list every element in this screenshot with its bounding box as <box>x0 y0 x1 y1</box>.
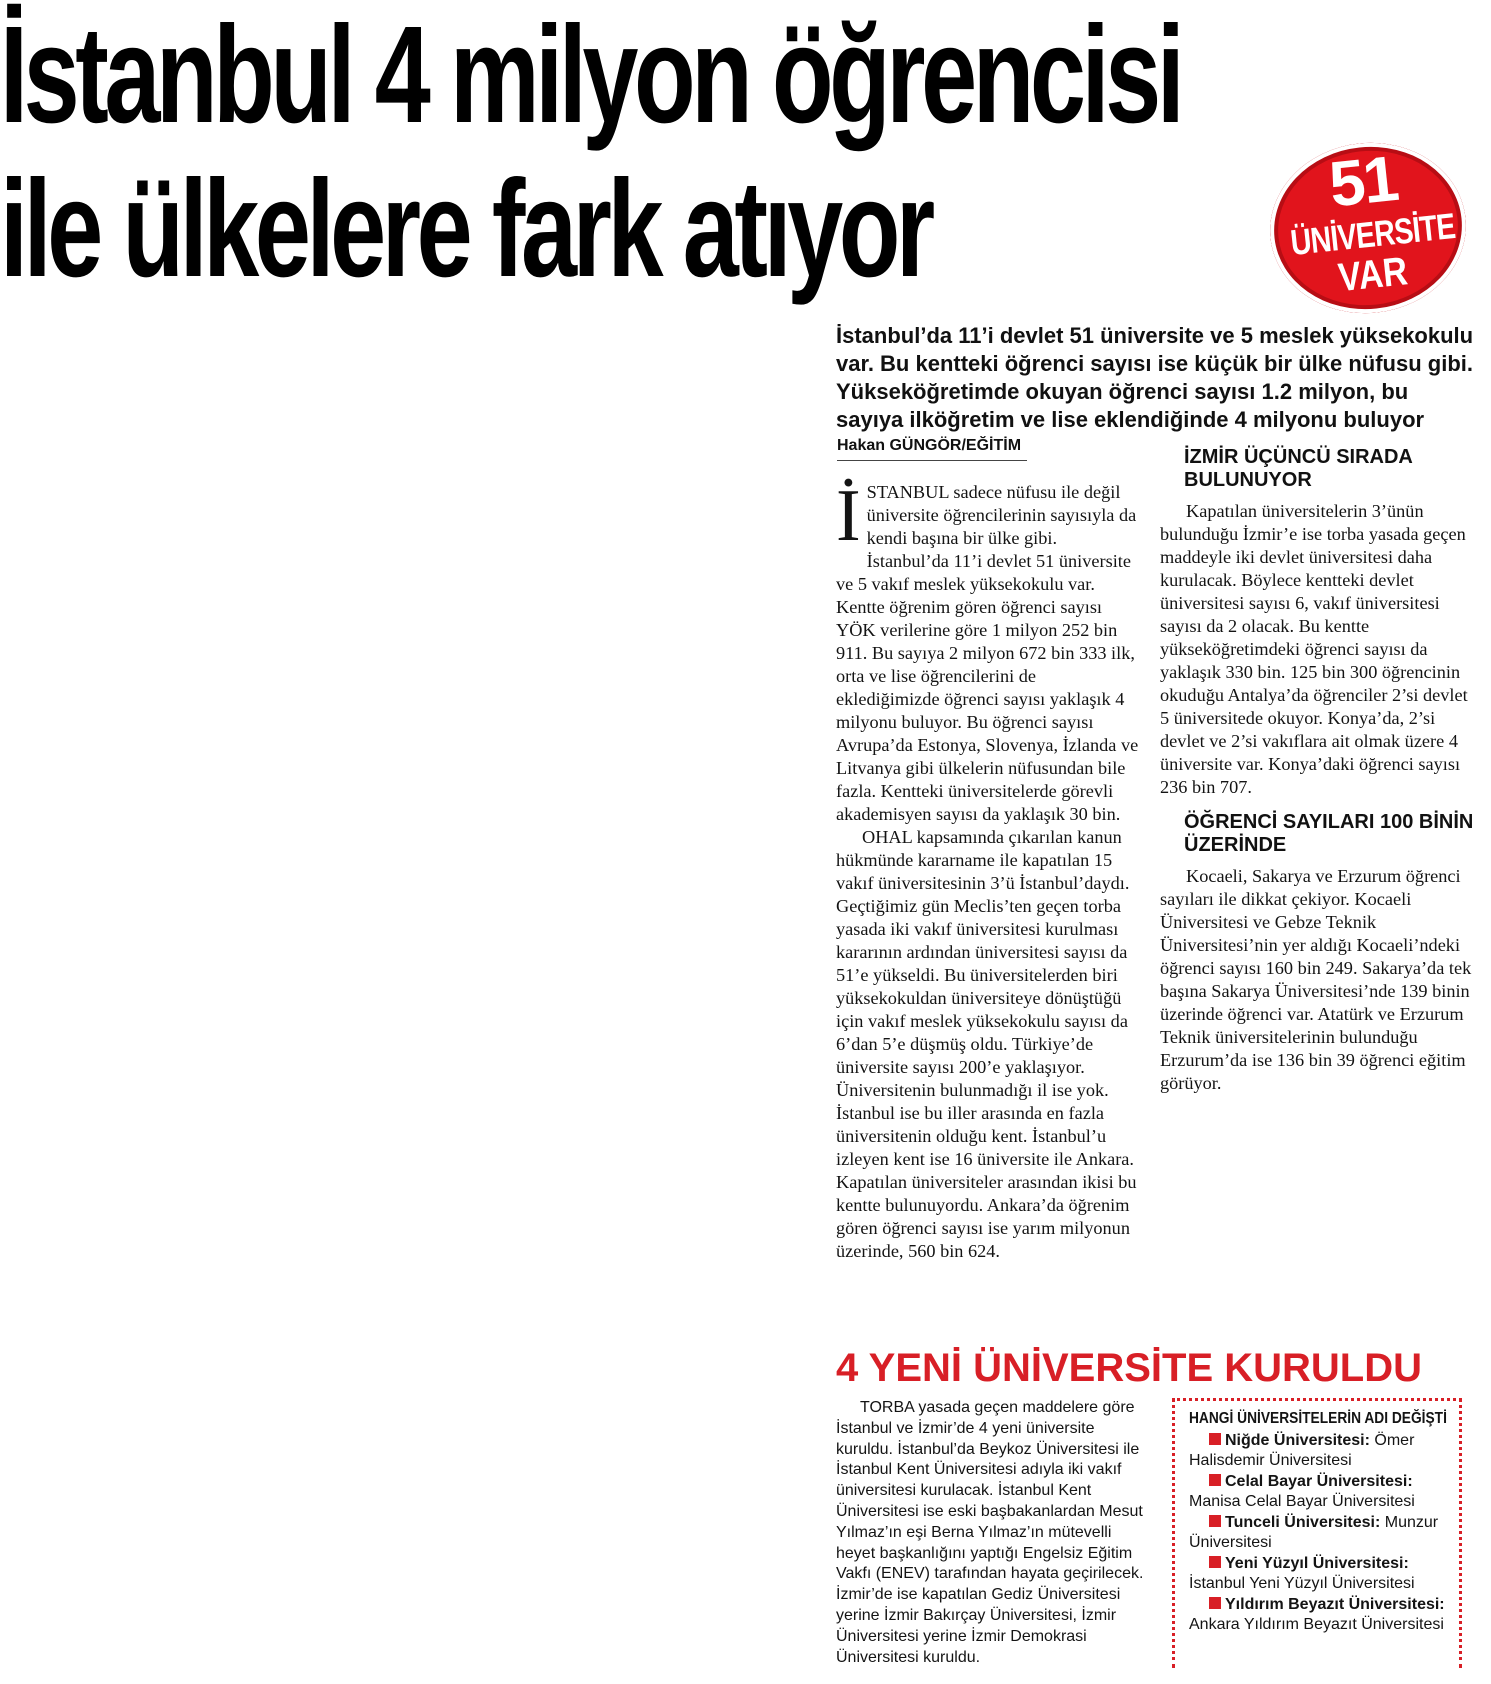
badge-number: 51 <box>1325 141 1401 221</box>
article-paragraph-3: Kapatılan üniversitelerin 3’ünün bulunduğu İzmir’e ise torba yasada geçen maddeyle iki devlet üniversitesi daha kurulacak. Böylece kentteki devlet üniversitesi sayısı 6, vakıf üniversitesi sayısı da 2 olacak. Bu kentte yükseköğretimdeki öğrenci sayısı da yaklaşık 330 bin. 125 bin 300 öğrencinin okuduğu Antalya’da öğrenciler 2’si devlet 5 üniversitede okuyor. Konya’da, 2’si devlet ve 2’si vakıflara ait olmak üzere 4 üniversite var. Konya’daki öğrenci sayısı 236 bin 707. <box>1160 501 1468 797</box>
entry-new-name: Ömer Halisdemir Üniversitesi <box>1189 1432 1415 1469</box>
article-paragraph-1: STANBUL sadece nüfusu ile değil üniversite öğrencilerinin sayısıyla da kendi başına bir ülke gibi. İstanbul’da 11’i devlet 51 üniversite ve 5 vakıf meslek yüksekokulu var. Kentte öğrenim gören öğrenci sayısı YÖK verilerine göre 1 milyon 252 bin 911. Bu sayıya 2 milyon 672 bin 333 ilk, orta ve lise öğrencilerini de eklediğimizde öğrenci sayısı yaklaşık 4 milyonu buluyor. Bu öğrenci sayısı Avrupa’da Estonya, Slovenya, İzlanda ve Litvanya gibi ülkelerin nüfusundan bile fazla. Kentteki üniversitelerde görevli akademisyen sayısı da yaklaşık 30 bin. <box>836 482 1139 824</box>
headline-line-1: İstanbul 4 milyon öğrencisi <box>0 0 1181 152</box>
subhead-izmir: İZMİR ÜÇÜNCÜ SIRADA BULUNUYOR <box>1184 446 1413 491</box>
box-entry <box>1189 1472 1449 1512</box>
entry-old-name: Yeni Yüzyıl Üniversitesi: <box>1225 1555 1409 1572</box>
box-entry <box>1189 1554 1449 1594</box>
entry-new-name: Munzur Üniversitesi <box>1189 1514 1439 1551</box>
box-title: HANGİ ÜNİVERSİTELERİN ADI DEĞİŞTİ <box>1189 1410 1447 1427</box>
byline: Hakan GÜNGÖR/EĞİTİM <box>837 436 1027 461</box>
entry-old-name: Yıldırım Beyazıt Üniversitesi: <box>1225 1596 1445 1613</box>
article-paragraph-2: OHAL kapsamında çıkarılan kanun hükmünde kararname ile kapatılan 15 vakıf üniversitesinin 3’ü İstanbul’daydı. Geçtiğimiz gün Meclis’ten geçen torba yasada iki vakıf üniversitesi kurulması kararının ardından üniversitesi sayısı da 51’e yükseldi. Bu üniversitelerden biri yüksekokuldan üniversiteye dönüştüğü için vakıf meslek yüksekokulu sayısı da 6’dan 5’e düşmüş oldu. Türkiye’de üniversite sayısı 200’e yaklaşıyor. Üniversitenin bulunmadığı il ise yok. İstanbul ise bu iller arasında en fazla üniversitenin olduğu kent. İstanbul’u izleyen kent ise 16 üniversite ile Ankara. Kapatılan üniversiteler arasından ikisi bu kentte bulunuyordu. Ankara’da öğrenim gören öğrenci sayısı ise yarım milyonun üzerinde, 560 bin 624. <box>836 827 1137 1261</box>
badge-51-universite <box>1262 133 1475 323</box>
entry-new-name: Ankara Yıldırım Beyazıt Üniversitesi <box>1189 1616 1444 1633</box>
article-column-1 <box>836 475 1142 1263</box>
drop-cap: İ <box>836 475 861 557</box>
bottom-section-title: 4 YENİ ÜNİVERSİTE KURULDU <box>836 1346 1423 1390</box>
bottom-paragraph: TORBA yasada geçen maddelere göre İstanbul ve İzmir’de 4 yeni üniversite kuruldu. İstanbul’da Beykoz Üniversitesi ile İstanbul Kent Üniversitesi adıyla iki vakıf üniversitesi kurulacak. İstanbul Kent Üniversitesi ise eski başbakanlardan Mesut Yılmaz’ın eşi Berna Yılmaz’ın mütevelli heyet başkanlığını yaptığı Engelsiz Eğitim Vakfı (ENEV) tarafından hayata geçirilecek. İzmir’de ise kapatılan Gediz Üniversitesi yerine İzmir Bakırçay Üniversitesi, İzmir Üniversitesi yerine İzmir Demokrasi Üniversitesi kuruldu. <box>836 1399 1144 1666</box>
article-column-2 <box>1160 434 1478 1095</box>
badge-line-2: VAR <box>1336 249 1410 301</box>
entry-old-name: Tunceli Üniversitesi: <box>1225 1514 1381 1531</box>
headline-line-2: ile ülkelere fark atıyor <box>0 152 931 306</box>
red-square-icon <box>1209 1474 1221 1486</box>
lead-paragraph: İstanbul’da 11’i devlet 51 üniversite ve 5 meslek yüksekokulu var. Bu kentteki öğrenci sayısı ise küçük bir ülke nüfusu gibi. Yükseköğretimde okuyan öğrenci sayısı 1.2 milyon, bu sayıya ilköğretim ve lise eklendiğinde 4 milyonu buluyor <box>836 323 1474 432</box>
entry-old-name: Niğde Üniversitesi: <box>1225 1432 1370 1449</box>
red-square-icon <box>1209 1556 1221 1568</box>
subhead-ogrenci-sayilari: ÖĞRENCİ SAYILARI 100 BİNİN ÜZERİNDE <box>1184 811 1474 856</box>
box-entry <box>1189 1513 1449 1553</box>
article-paragraph-4: Kocaeli, Sakarya ve Erzurum öğrenci sayıları ile dikkat çekiyor. Kocaeli Üniversitesi ve Gebze Teknik Üniversitesi’nin yer aldığı Kocaeli’ndeki öğrenci sayısı 160 bin 249. Sakarya’da tek başına Sakarya Üniversitesi’nde 139 binin üzerinde öğrenci var. Atatürk ve Erzurum Teknik üniversitelerinin bulunduğu Erzurum’da ise 136 bin 39 öğrenci eğitim görüyor. <box>1160 866 1472 1093</box>
entry-new-name: Manisa Celal Bayar Üniversitesi <box>1189 1493 1415 1510</box>
red-square-icon <box>1209 1597 1221 1609</box>
badge-line-1: ÜNİVERSİTE <box>1288 205 1457 264</box>
bottom-section-body <box>836 1398 1154 1668</box>
box-entry <box>1189 1595 1449 1635</box>
entry-new-name: İstanbul Yeni Yüzyıl Üniversitesi <box>1189 1575 1415 1592</box>
red-square-icon <box>1209 1515 1221 1527</box>
renamed-universities-box <box>1172 1398 1462 1668</box>
entry-old-name: Celal Bayar Üniversitesi: <box>1225 1473 1413 1490</box>
red-square-icon <box>1209 1433 1221 1445</box>
box-entry <box>1189 1431 1449 1471</box>
